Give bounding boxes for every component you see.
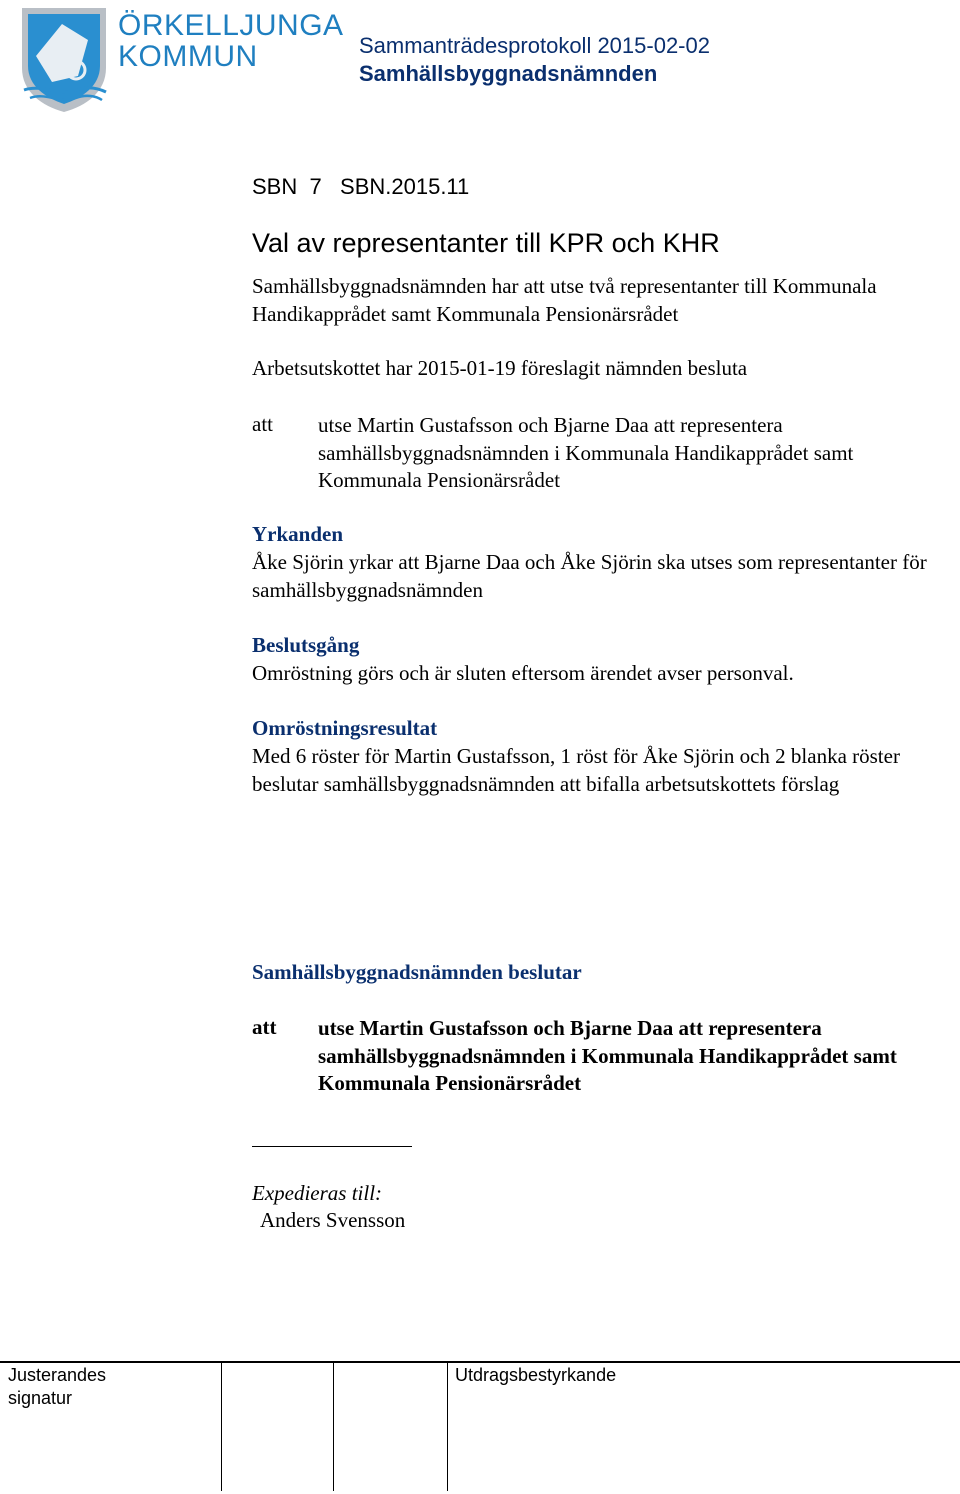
footer-column-divider bbox=[333, 1361, 334, 1491]
footer-column-divider bbox=[221, 1361, 222, 1491]
footer-signature-line2: signatur bbox=[8, 1388, 73, 1408]
expedieras-label: Expedieras till: bbox=[252, 1181, 383, 1205]
beslutsgang-text: Omröstning görs och är sluten eftersom ärendet avser personval. bbox=[252, 661, 794, 685]
page-title: Val av representanter till KPR och KHR bbox=[252, 228, 720, 258]
decision-text: utse Martin Gustafsson och Bjarne Daa att representera samhällsbyggnadsnämnden i Kommunala Handikapprådet samt Kommunala Pensionärsrådet bbox=[318, 1016, 897, 1095]
protocol-title: Sammanträdesprotokoll 2015-02-02 bbox=[359, 33, 710, 58]
municipality-logo bbox=[18, 6, 110, 114]
proposal-lead: Arbetsutskottet har 2015-01-19 föreslagit nämnden besluta bbox=[252, 356, 748, 380]
decision-heading: Samhällsbyggnadsnämnden beslutar bbox=[252, 960, 582, 984]
resultat-text: Med 6 röster för Martin Gustafsson, 1 röst för Åke Sjörin och 2 blanka röster beslutar samhällsbyggnadsnämnden att bifalla arbetsutskottets förslag bbox=[252, 744, 900, 796]
footer-signature-line1: Justerandes bbox=[8, 1365, 107, 1385]
divider bbox=[252, 1146, 412, 1147]
footer-certification-label: Utdragsbestyrkande bbox=[455, 1365, 617, 1385]
footer-divider bbox=[0, 1361, 960, 1363]
expedieras-recipient: Anders Svensson bbox=[260, 1208, 406, 1232]
footer-signature-label bbox=[8, 1364, 106, 1410]
committee-name: Samhällsbyggnadsnämnden bbox=[359, 61, 658, 86]
proposal-text: utse Martin Gustafsson och Bjarne Daa att representera samhällsbyggnadsnämnden i Kommunala Handikapprådet samt Kommunala Pensionärsrådet bbox=[318, 413, 854, 492]
org-name bbox=[118, 10, 344, 72]
decision-att: att bbox=[252, 1015, 277, 1039]
intro-paragraph: Samhällsbyggnadsnämnden har att utse två representanter till Kommunala Handikapprådet samt Kommunala Pensionärsrådet bbox=[252, 274, 877, 326]
yrkanden-text: Åke Sjörin yrkar att Bjarne Daa och Åke Sjörin ska utses som representanter för samhällsbyggnadsnämnden bbox=[252, 550, 927, 602]
resultat-heading: Omröstningsresultat bbox=[252, 716, 438, 740]
yrkanden-heading: Yrkanden bbox=[252, 522, 344, 546]
proposal-att: att bbox=[252, 412, 273, 436]
case-reference: SBN 7 SBN.2015.11 bbox=[252, 174, 470, 199]
org-name-line2: KOMMUN bbox=[118, 40, 258, 73]
beslutsgang-heading: Beslutsgång bbox=[252, 633, 360, 657]
org-name-line1: ÖRKELLJUNGA bbox=[118, 9, 344, 42]
footer-column-divider bbox=[447, 1361, 448, 1491]
